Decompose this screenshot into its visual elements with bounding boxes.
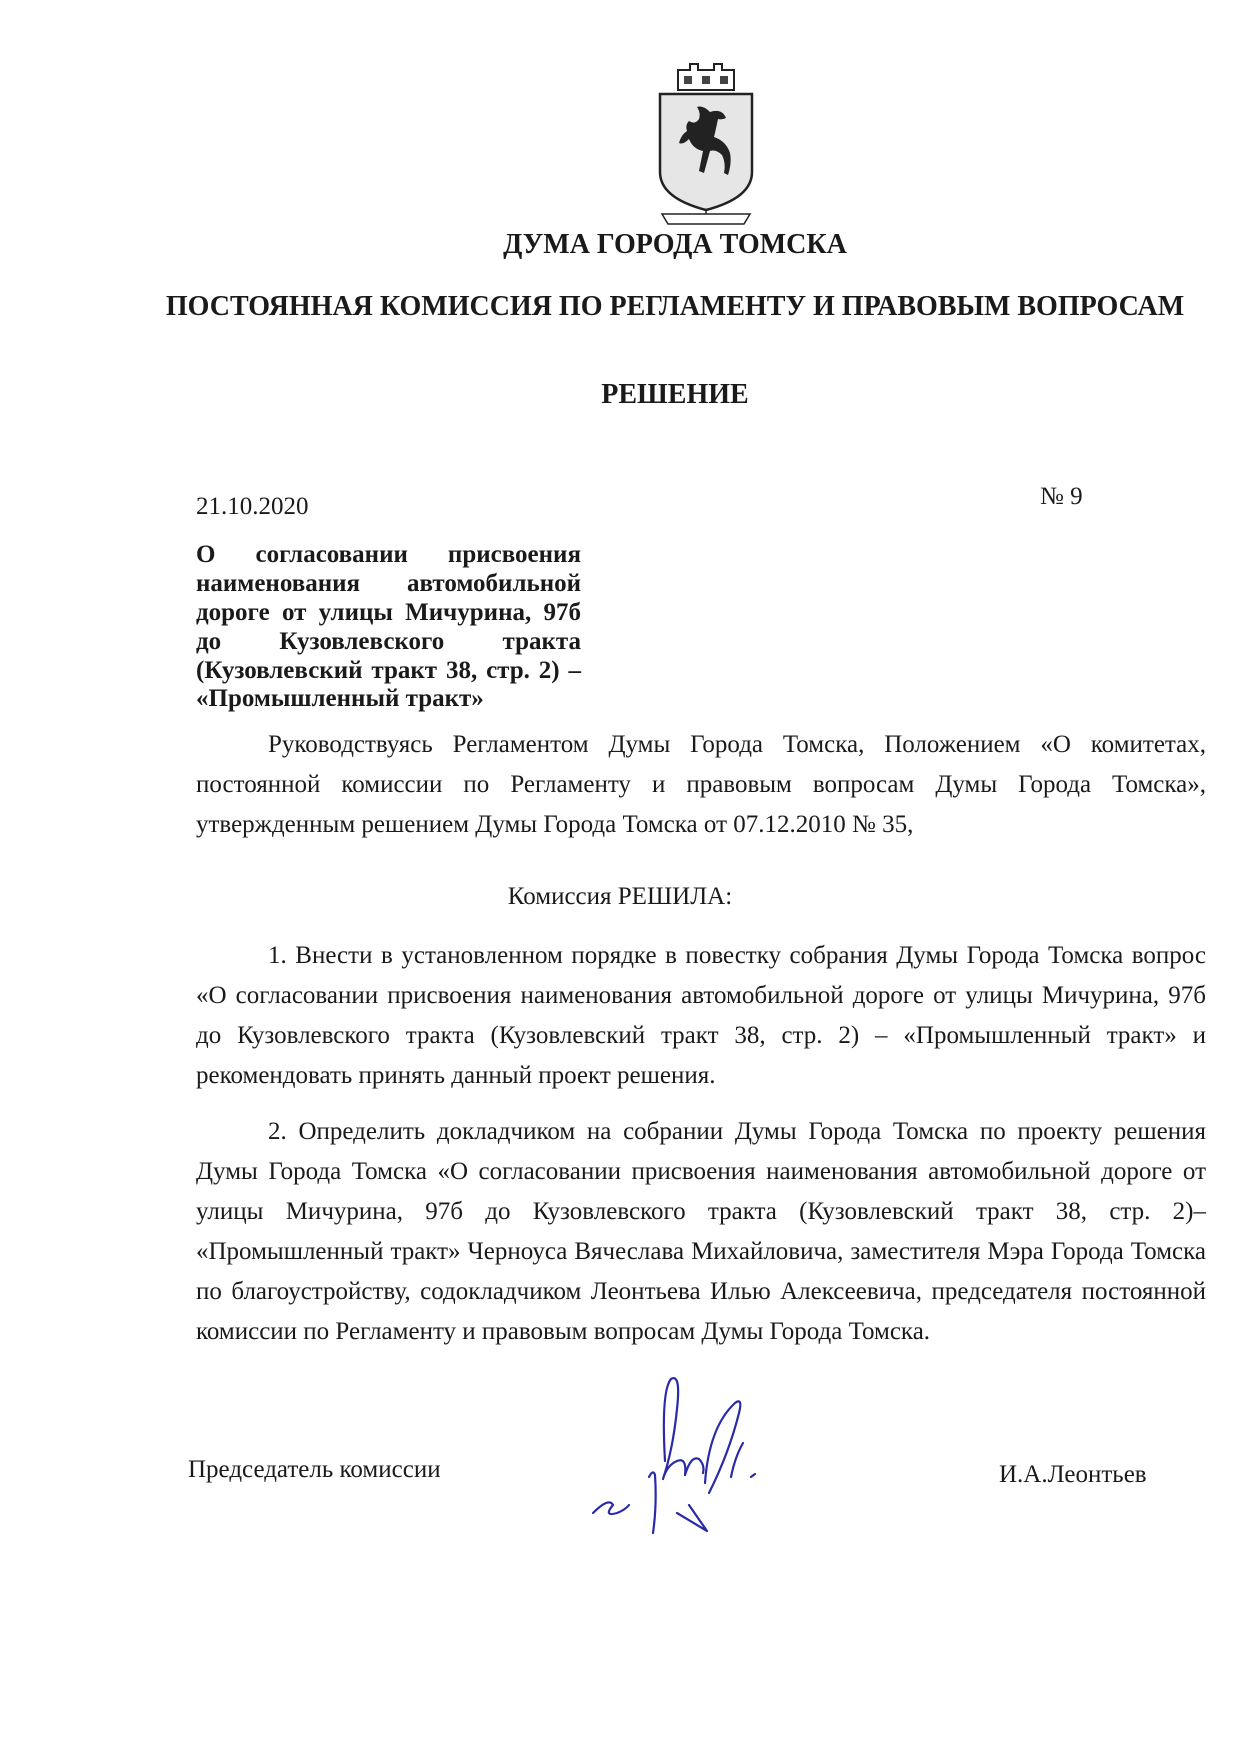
signatory-name: И.А.Леонтьев <box>999 1461 1147 1488</box>
signatory-role: Председатель комиссии <box>188 1456 441 1483</box>
duma-title: ДУМА ГОРОДА ТОМСКА <box>503 229 847 260</box>
decision-subject: О согласовании присвоения наименования автомобильной дороге от улицы Мичурина, 97б до Кузовлевского тракта (Кузовлевский тракт 38, стр. 2) – <box>196 541 581 684</box>
decision-item-2 <box>196 1112 1206 1352</box>
decision-item-1 <box>196 936 1206 1096</box>
coat-of-arms-emblem <box>648 60 764 228</box>
decision-item-2-text: 2. Определить докладчиком на собрании Думы Города Томска по проекту решения Думы Города Томска «О согласовании присвоения наименования автомобильной дороге от улицы Мичурина, 97б до Кузовлевского тракта (Кузовлевский тракт 38, стр. 2)– «Промышленный тракт» Черноуса Вячеслава Михайловича, заместителя Мэра Города Томска по благоустройству, содокладчиком Леонтьева Илью Алексеевича, председателя постоянной комиссии по Регламенту и правовым вопросам Думы Города Томска. <box>196 1118 1206 1345</box>
handwritten-signature <box>585 1365 815 1537</box>
preamble-text: Руководствуясь Регламентом Думы Города Томска, Положением «О комитетах, постоянной комиссии по Регламенту и правовым вопросам Думы Города Томска», утвержденным решением Думы Города Томска от 07.12.2010 № 35, <box>196 731 1206 838</box>
commission-resolved-heading: Комиссия РЕШИЛА: <box>507 883 733 910</box>
decision-title: РЕШЕНИЕ <box>601 379 749 410</box>
document-number: № 9 <box>1040 483 1083 510</box>
decision-subject-last-line: «Промышленный тракт» <box>196 685 484 712</box>
preamble-paragraph <box>196 725 1206 845</box>
commission-title: ПОСТОЯННАЯ КОМИССИЯ ПО РЕГЛАМЕНТУ И ПРАВОВЫМ ВОПРОСАМ <box>165 291 1185 322</box>
decision-item-1-text: 1. Внести в установленном порядке в повестку собрания Думы Города Томска вопрос «О согласовании присвоения наименования автомобильной дороге от улицы Мичурина, 97б до Кузовлевского тракта (Кузовлевский тракт 38, стр. 2) – «Промышленный тракт» и рекомендовать принять данный проект решения. <box>196 942 1206 1089</box>
document-date: 21.10.2020 <box>196 493 309 520</box>
